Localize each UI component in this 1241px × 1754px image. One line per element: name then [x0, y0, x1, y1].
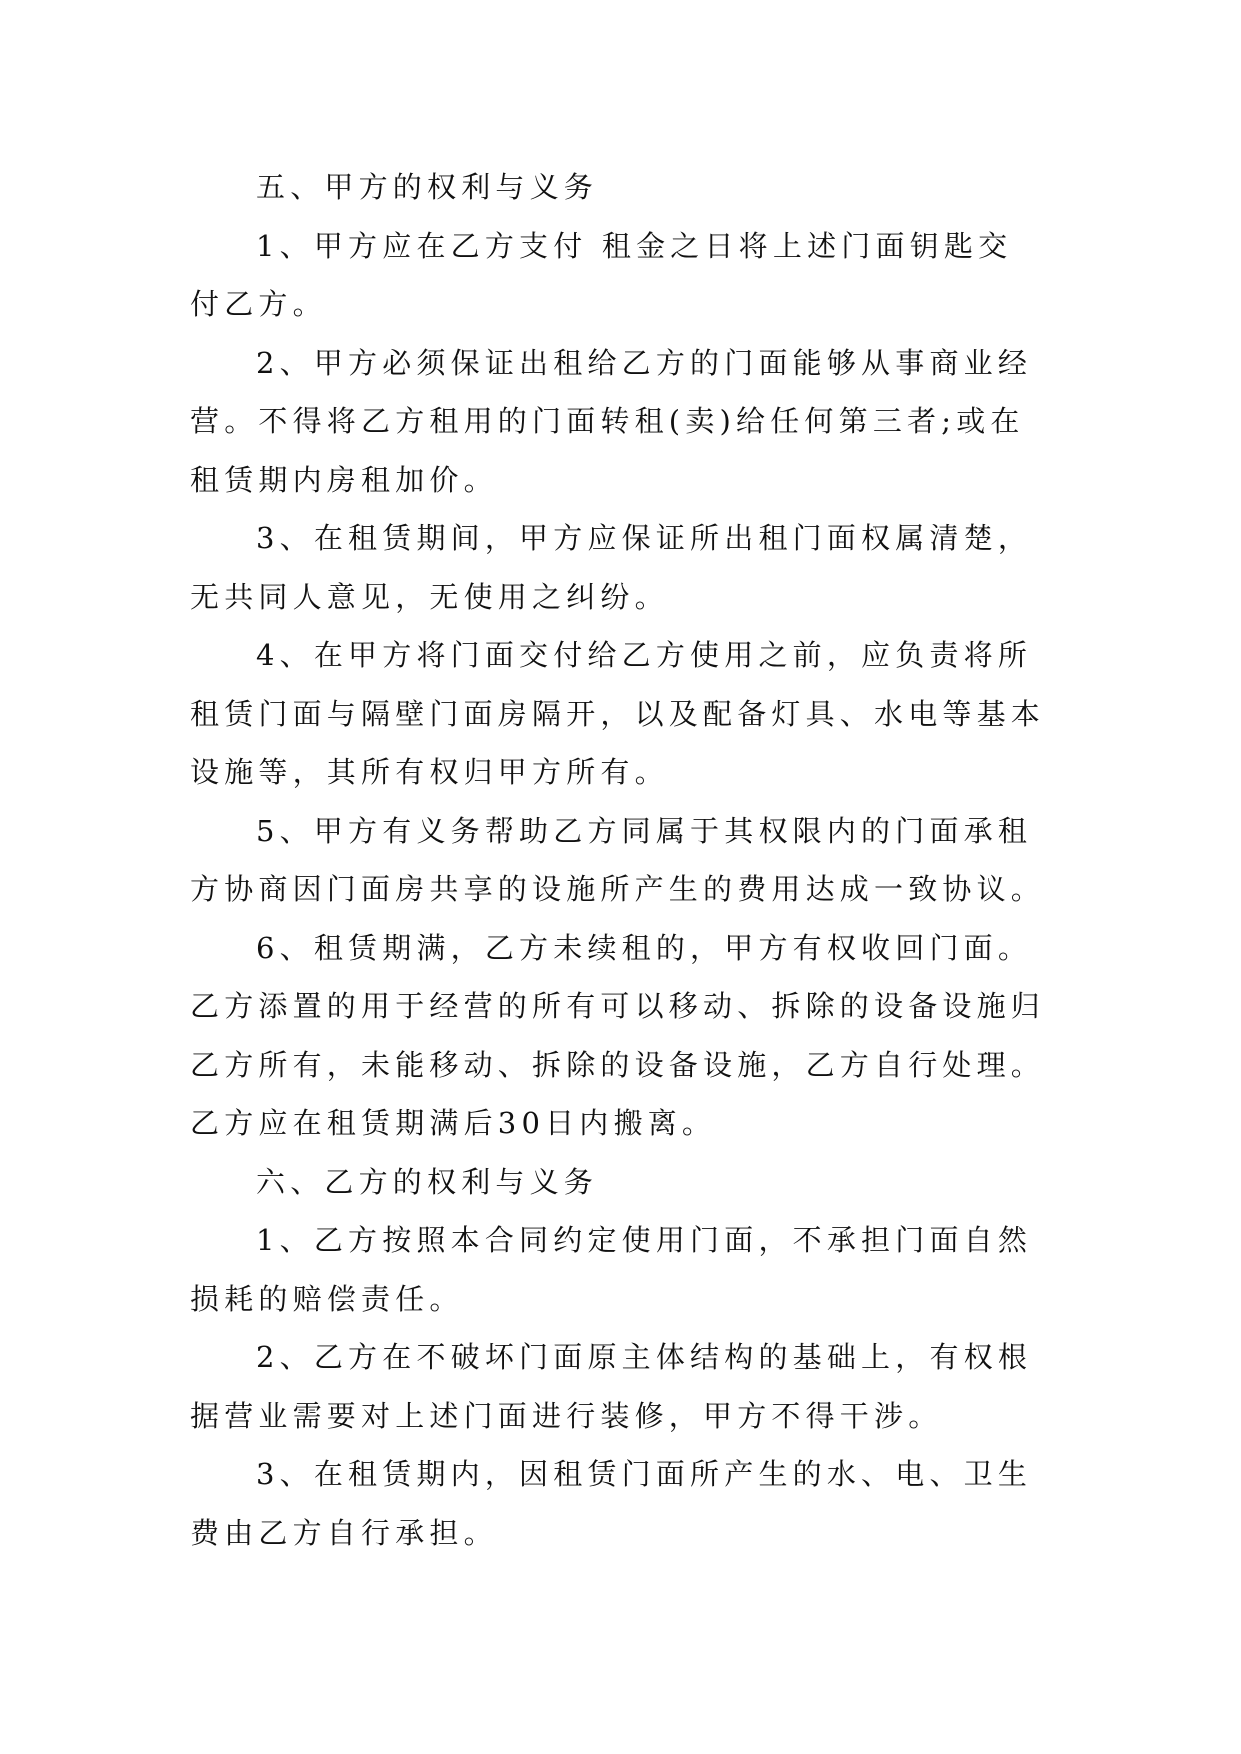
lessee-clause-2: 2、乙方在不破坏门面原主体结构的基础上，有权根据营业需要对上述门面进行装修，甲方不得干涉。: [190, 1340, 1033, 1433]
lessor-clause-4: 4、在甲方将门面交付给乙方使用之前，应负责将所租赁门面与隔壁门面房隔开，以及配备灯具、水电等基本设施等，其所有权归甲方所有。: [190, 638, 1046, 789]
lessor-clause-6: 6、租赁期满，乙方未续租的，甲方有权收回门面。乙方添置的用于经营的所有可以移动、拆除的设备设施归乙方所有，未能移动、拆除的设备设施，乙方自行处理。乙方应在租赁期满后30日内搬离。: [190, 930, 1046, 1140]
lessor-clause-1: 1、甲方应在乙方支付 租金之日将上述门面钥匙交付乙方。: [190, 228, 1013, 321]
lessor-clause-2: 2、甲方必须保证出租给乙方的门面能够从事商业经营。不得将乙方租用的门面转租(卖)给任何第三者;或在租赁期内房租加价。: [190, 345, 1033, 497]
section-heading-lessee-rights: 六、乙方的权利与义务: [256, 1164, 599, 1199]
lessee-clause-1: 1、乙方按照本合同约定使用门面，不承担门面自然损耗的赔偿责任。: [190, 1223, 1033, 1316]
document-body: [190, 158, 1045, 1562]
lessor-clause-3: 3、在租赁期间，甲方应保证所出租门面权属清楚，无共同人意见，无使用之纠纷。: [190, 521, 1033, 614]
lessee-clause-3: 3、在租赁期内，因租赁门面所产生的水、电、卫生费由乙方自行承担。: [190, 1457, 1033, 1550]
lessor-clause-5: 5、甲方有义务帮助乙方同属于其权限内的门面承租方协商因门面房共享的设施所产生的费用达成一致协议。: [190, 813, 1046, 906]
section-heading-lessor-rights: 五、甲方的权利与义务: [256, 170, 599, 204]
